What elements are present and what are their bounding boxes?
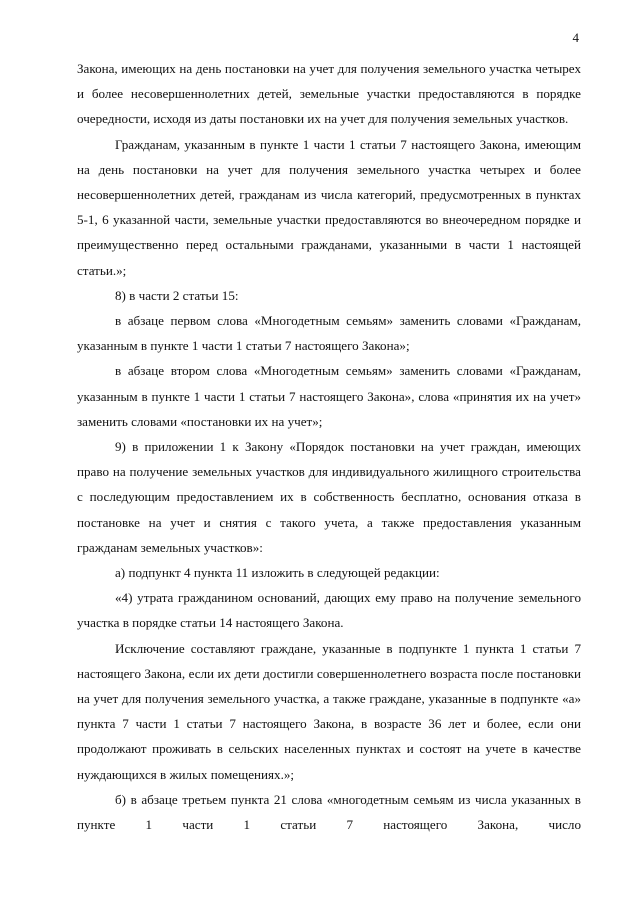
paragraph: в абзаце первом слова «Многодетным семьям» заменить словами «Гражданам, указанным в пункте 1 части 1 статьи 7 настоящего Закона»; [77, 313, 581, 354]
paragraph: в абзаце втором слова «Многодетным семьям» заменить словами «Гражданам, указанным в пункте 1 части 1 статьи 7 настоящего Закона», слова «принятия их на учет» заменить словами «постановки их на учет»; [77, 363, 581, 429]
paragraph: 8) в части 2 статьи 15: [115, 287, 239, 303]
document-body [77, 56, 581, 837]
paragraph: а) подпункт 4 пункта 11 изложить в следующей редакции: [115, 565, 440, 581]
paragraph: 9) в приложении 1 к Закону «Порядок постановки на учет граждан, имеющих право на получение земельных участков для индивидуального жилищного строительства с последующим предоставлением их в собственность бесплатно, основания отказа в постановке на учет и снятия с такого учета, а также предоставления указанным гражданам земельных участков»: [77, 439, 581, 555]
paragraph-continuation: Закона, имеющих на день постановки на учет для получения земельного участка четырех и более несовершеннолетних детей, земельные участки предоставляются в порядке очередности, исходя из даты постановки их на учет для получения земельных участков. [77, 61, 581, 127]
paragraph-truncated: б) в абзаце третьем пункта 21 слова «многодетным семьям из числа указанных в пункте 1 части 1 статьи 7 настоящего Закона, число [77, 791, 581, 833]
paragraph: Гражданам, указанным в пункте 1 части 1 статьи 7 настоящего Закона, имеющим на день постановки на учет для получения земельного участка четырех и более несовершеннолетних детей, гражданам из числа категорий, предусмотренных в пунктах 5-1, 6 указанной части, земельные участки предоставляются во внеочередном порядке и преимущественно перед остальными гражданами, указанными в части 1 настоящей статьи.»; [77, 136, 581, 278]
paragraph: «4) утрата гражданином оснований, дающих ему право на получение земельного участка в порядке статьи 14 настоящего Закона. [77, 590, 581, 631]
page-number: 4 [572, 30, 579, 45]
paragraph: Исключение составляют граждане, указанные в подпункте 1 пункта 1 статьи 7 настоящего Закона, если их дети достигли совершеннолетнего возраста после постановки на учет для получения земельного участка, а также граждане, указанные в подпункте «а» пункта 7 части 1 статьи 7 настоящего Закона, в возрасте 36 лет и более, если они продолжают проживать в сельских населенных пунктах и состоят на учете в качестве нуждающихся в жилых помещениях.»; [77, 640, 581, 782]
